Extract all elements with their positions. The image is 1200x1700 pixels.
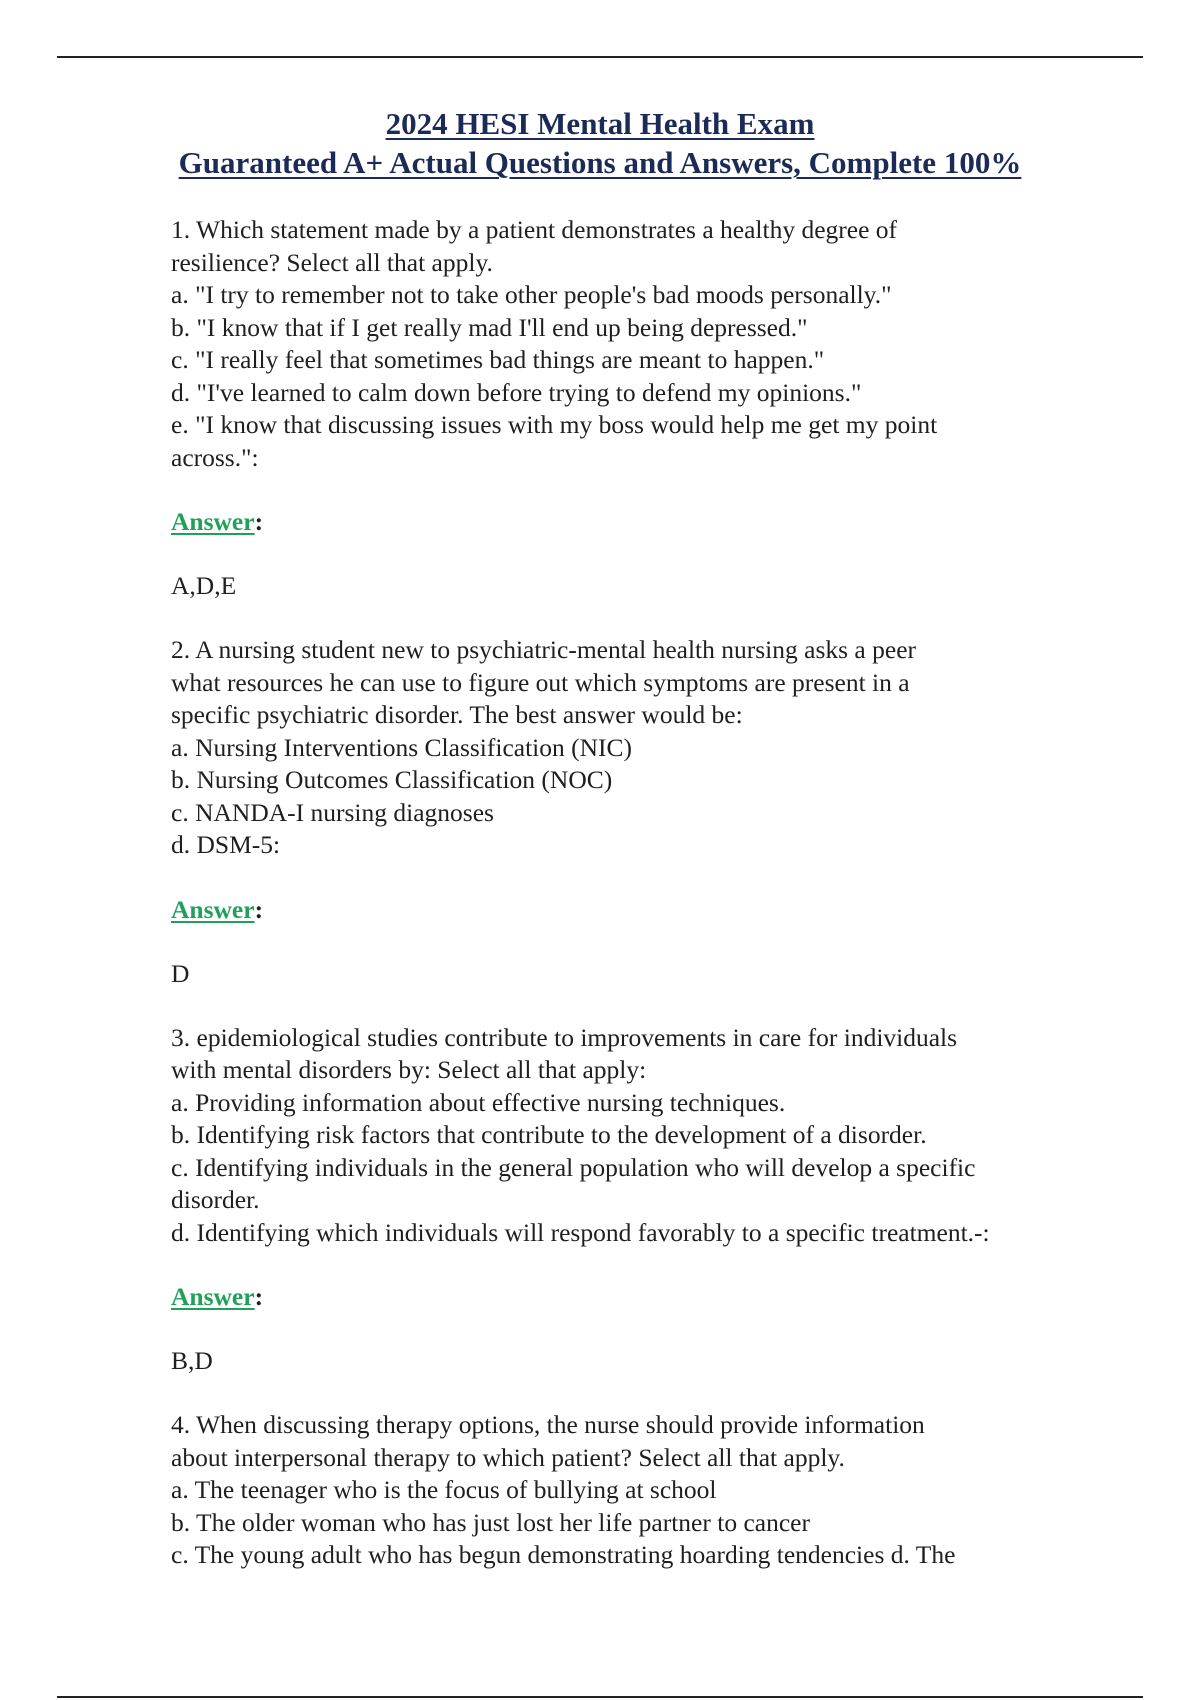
option-b: b. "I know that if I get really mad I'll end up being depressed." — [171, 312, 808, 342]
bottom-rule — [57, 1696, 1143, 1698]
document-body — [171, 214, 1091, 1572]
option-c-continued: disorder. — [171, 1185, 260, 1214]
option-c: c. "I really feel that sometimes bad things are meant to happen." — [171, 345, 825, 374]
option-d: d. DSM-5: — [171, 830, 281, 859]
document-title — [0, 104, 1200, 182]
question-text-line: specific psychiatric disorder. The best answer would be: — [171, 700, 743, 729]
answer-value: A,D,E — [171, 571, 237, 600]
answer-value: D — [171, 958, 190, 988]
option-c: c. NANDA-I nursing diagnoses — [171, 797, 494, 827]
question-2 — [171, 634, 1091, 990]
title-line-1: 2024 HESI Mental Health Exam — [385, 106, 815, 141]
option-d: d. "I've learned to calm down before trying to defend my opinions." — [171, 377, 862, 407]
top-rule — [57, 56, 1143, 58]
option-b: b. The older woman who has just lost her life partner to cancer — [171, 1507, 810, 1537]
option-e-continued: across.": — [171, 442, 259, 472]
question-text-line: about interpersonal therapy to which patient? Select all that apply. — [171, 1442, 845, 1472]
answer-label: Answer: — [171, 1282, 264, 1311]
question-1 — [171, 214, 1091, 602]
question-3 — [171, 1022, 1091, 1378]
question-text-line: 4. When discussing therapy options, the nurse should provide information — [171, 1410, 925, 1439]
question-text-line: resilience? Select all that apply. — [171, 247, 493, 277]
option-a: a. "I try to remember not to take other people's bad moods personally." — [171, 280, 892, 309]
option-d: d. Identifying which individuals will respond favorably to a specific treatment.-: — [171, 1217, 990, 1247]
option-a: a. The teenager who is the focus of bullying at school — [171, 1475, 717, 1504]
question-4 — [171, 1409, 1091, 1572]
option-e: e. "I know that discussing issues with my boss would help me get my point — [171, 410, 938, 439]
question-text-line: 2. A nursing student new to psychiatric-mental health nursing asks a peer — [171, 635, 917, 664]
question-text-line: 1. Which statement made by a patient demonstrates a healthy degree of — [171, 215, 898, 244]
option-a: a. Nursing Interventions Classification (NIC) — [171, 732, 633, 762]
option-a: a. Providing information about effective nursing techniques. — [171, 1087, 786, 1117]
answer-label: Answer: — [171, 894, 264, 924]
option-b: b. Identifying risk factors that contribute to the development of a disorder. — [171, 1120, 927, 1149]
answer-label: Answer: — [171, 507, 264, 536]
title-line-2: Guaranteed A+ Actual Questions and Answers, Complete 100% — [178, 145, 1022, 180]
question-text-line: 3. epidemiological studies contribute to improvements in care for individuals — [171, 1022, 958, 1052]
option-c: c. Identifying individuals in the general population who will develop a specific — [171, 1152, 976, 1182]
answer-value: B,D — [171, 1346, 213, 1375]
question-text-line: with mental disorders by: Select all that apply: — [171, 1055, 647, 1084]
option-c: c. The young adult who has begun demonstrating hoarding tendencies d. The — [171, 1540, 956, 1569]
question-text-line: what resources he can use to figure out which symptoms are present in a — [171, 667, 910, 697]
option-b: b. Nursing Outcomes Classification (NOC) — [171, 765, 613, 794]
